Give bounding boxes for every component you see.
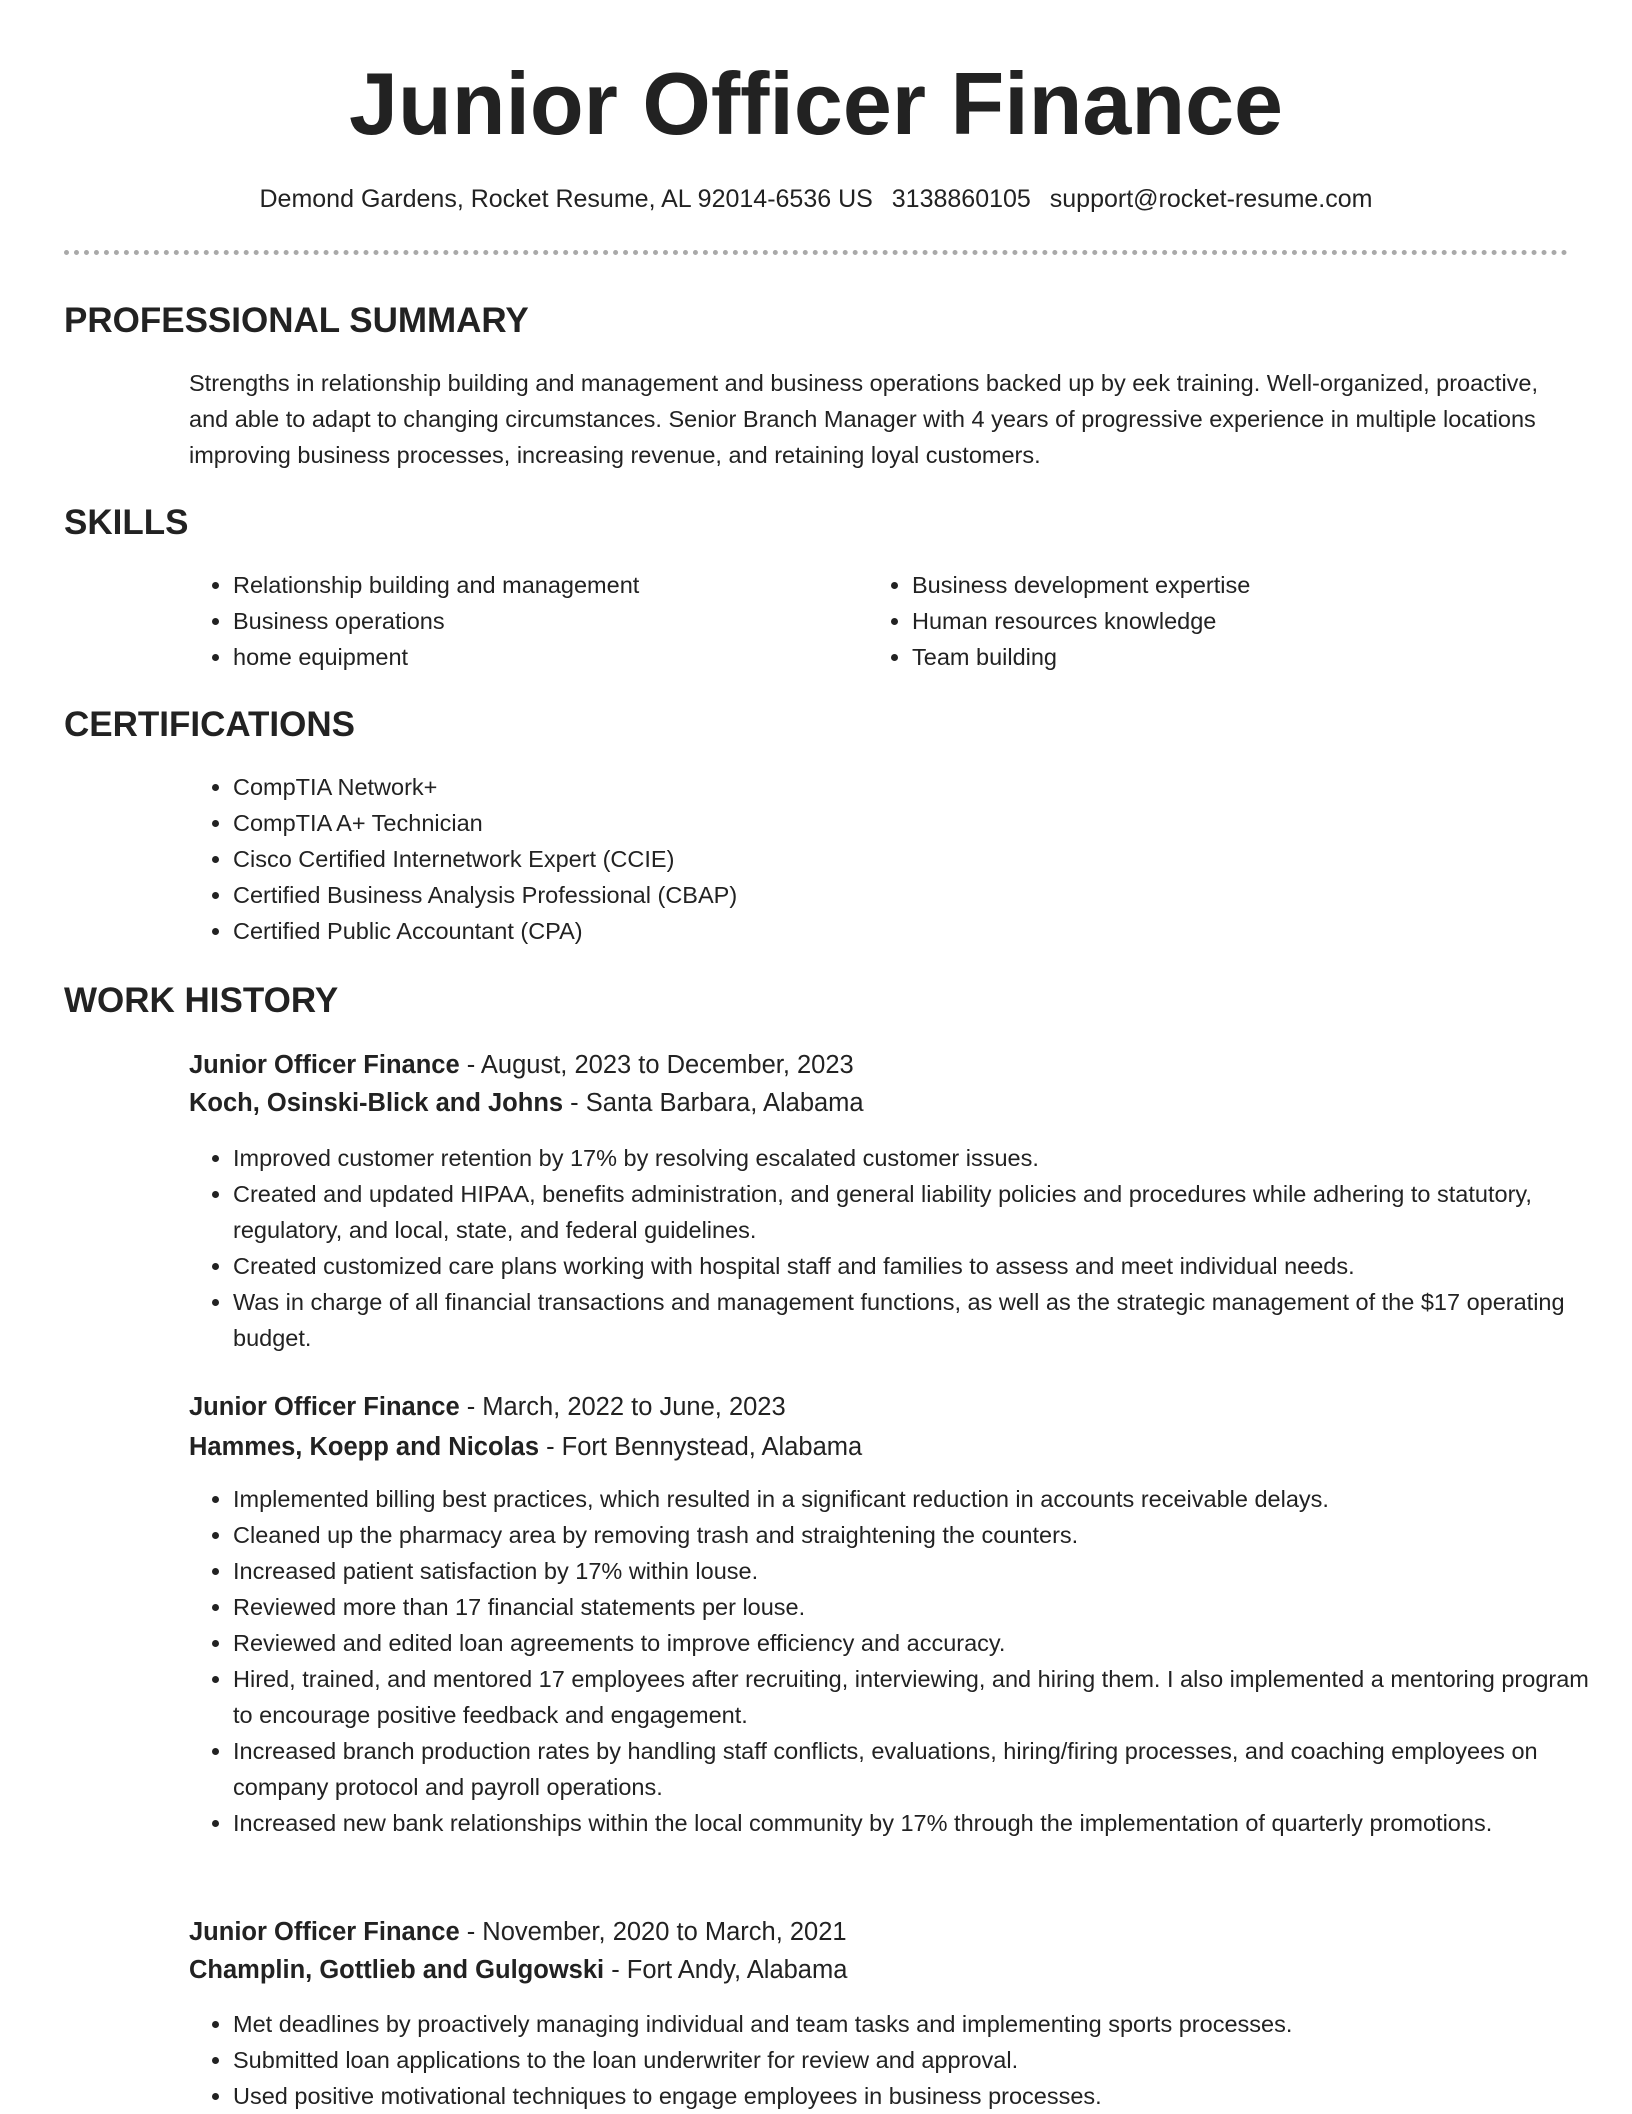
job-company-line xyxy=(189,1084,864,1122)
contact-email: support@rocket-resume.com xyxy=(1049,185,1373,213)
job-title-line xyxy=(189,1388,786,1426)
skill-item: • Human resources knowledge xyxy=(912,603,1572,639)
job-bullet: • Reviewed and edited loan agreements to improve efficiency and accuracy. xyxy=(233,1625,1603,1661)
job-title: Junior Officer Finance xyxy=(189,1051,460,1079)
job-bullet: • Cleaned up the pharmacy area by removing trash and straightening the counters. xyxy=(233,1517,1603,1553)
certification-item: • Certified Public Accountant (CPA) xyxy=(233,913,1233,949)
job-bullet: • Implemented billing best practices, which resulted in a significant reduction in accounts receivable delays. xyxy=(233,1481,1603,1517)
skills-list-right xyxy=(868,567,1572,675)
skills-list-left xyxy=(189,567,833,675)
job-company: Champlin, Gottlieb and Gulgowski xyxy=(189,1956,605,1984)
job-bullet: • Hired, trained, and mentored 17 employees after recruiting, interviewing, and hiring them. I also implemented a mentoring program to encourage positive feedback and engagement. xyxy=(233,1661,1603,1733)
job-title-line xyxy=(189,1913,847,1951)
summary-text: Strengths in relationship building and management and business operations backed up by eek training. Well-organized, proactive, and able to adapt to changing circumstances. Senior Branch Manager with 4 years of progressive experience in multiple locations improving business processes, increasing revenue, and retaining loyal customers. xyxy=(189,370,1539,468)
job-bullets xyxy=(189,1140,1603,1356)
contact-info xyxy=(0,183,1632,215)
contact-phone: 3138860105 xyxy=(891,185,1031,213)
job-title: Junior Officer Finance xyxy=(189,1393,460,1421)
skills-heading: SKILLS xyxy=(64,503,189,542)
job-bullet: • Reviewed more than 17 financial statements per louse. xyxy=(233,1589,1603,1625)
job-bullet: • Submitted loan applications to the loan underwriter for review and approval. xyxy=(233,2042,1603,2078)
skill-item: • Relationship building and management xyxy=(233,567,833,603)
job-bullet: • Improved customer retention by 17% by resolving escalated customer issues. xyxy=(233,1140,1603,1176)
certification-item: • Cisco Certified Internetwork Expert (CCIE) xyxy=(233,841,1233,877)
job-bullet: • Used positive motivational techniques to engage employees in business processes. xyxy=(233,2078,1603,2114)
job-company: Koch, Osinski-Blick and Johns xyxy=(189,1089,564,1117)
job-bullets xyxy=(189,1481,1603,1841)
job-location: - Fort Bennystead, Alabama xyxy=(539,1433,863,1461)
job-company-line xyxy=(189,1951,847,1989)
certification-item: • CompTIA Network+ xyxy=(233,769,1233,805)
skill-item: • home equipment xyxy=(233,639,833,675)
job-dates: - March, 2022 to June, 2023 xyxy=(459,1393,786,1421)
certification-item: • CompTIA A+ Technician xyxy=(233,805,1233,841)
job-location: - Santa Barbara, Alabama xyxy=(563,1089,864,1117)
header-divider xyxy=(64,250,1568,255)
resume-title: Junior Officer Finance xyxy=(349,54,1283,153)
job-company: Hammes, Koepp and Nicolas xyxy=(189,1433,540,1461)
contact-address: Demond Gardens, Rocket Resume, AL 92014-6536 US xyxy=(259,185,873,213)
job-title: Junior Officer Finance xyxy=(189,1918,460,1946)
job-bullet: • Created and updated HIPAA, benefits administration, and general liability policies and procedures while adhering to statutory, regulatory, and local, state, and federal guidelines. xyxy=(233,1176,1603,1248)
summary-heading: PROFESSIONAL SUMMARY xyxy=(64,301,529,340)
work-history-heading: WORK HISTORY xyxy=(64,981,339,1020)
job-bullets xyxy=(189,2006,1603,2114)
job-dates: - August, 2023 to December, 2023 xyxy=(459,1051,854,1079)
job-company-line xyxy=(189,1428,862,1466)
job-bullet: • Increased branch production rates by handling staff conflicts, evaluations, hiring/firing processes, and coaching employees on company protocol and payroll operations. xyxy=(233,1733,1603,1805)
certification-item: • Certified Business Analysis Professional (CBAP) xyxy=(233,877,1233,913)
certifications-heading: CERTIFICATIONS xyxy=(64,705,356,744)
skill-item: • Team building xyxy=(912,639,1572,675)
job-title-line xyxy=(189,1046,854,1084)
job-bullet: • Increased patient satisfaction by 17% within louse. xyxy=(233,1553,1603,1589)
job-bullet: • Increased new bank relationships within the local community by 17% through the implementation of quarterly promotions. xyxy=(233,1805,1603,1841)
skill-item: • Business development expertise xyxy=(912,567,1572,603)
job-bullet: • Met deadlines by proactively managing individual and team tasks and implementing sports processes. xyxy=(233,2006,1603,2042)
job-bullet: • Created customized care plans working with hospital staff and families to assess and meet individual needs. xyxy=(233,1248,1603,1284)
job-dates: - November, 2020 to March, 2021 xyxy=(459,1918,847,1946)
job-location: - Fort Andy, Alabama xyxy=(604,1956,848,1984)
job-bullet: • Was in charge of all financial transactions and management functions, as well as the strategic management of the $17 operating budget. xyxy=(233,1284,1603,1356)
skill-item: • Business operations xyxy=(233,603,833,639)
certifications-list xyxy=(189,769,1233,949)
